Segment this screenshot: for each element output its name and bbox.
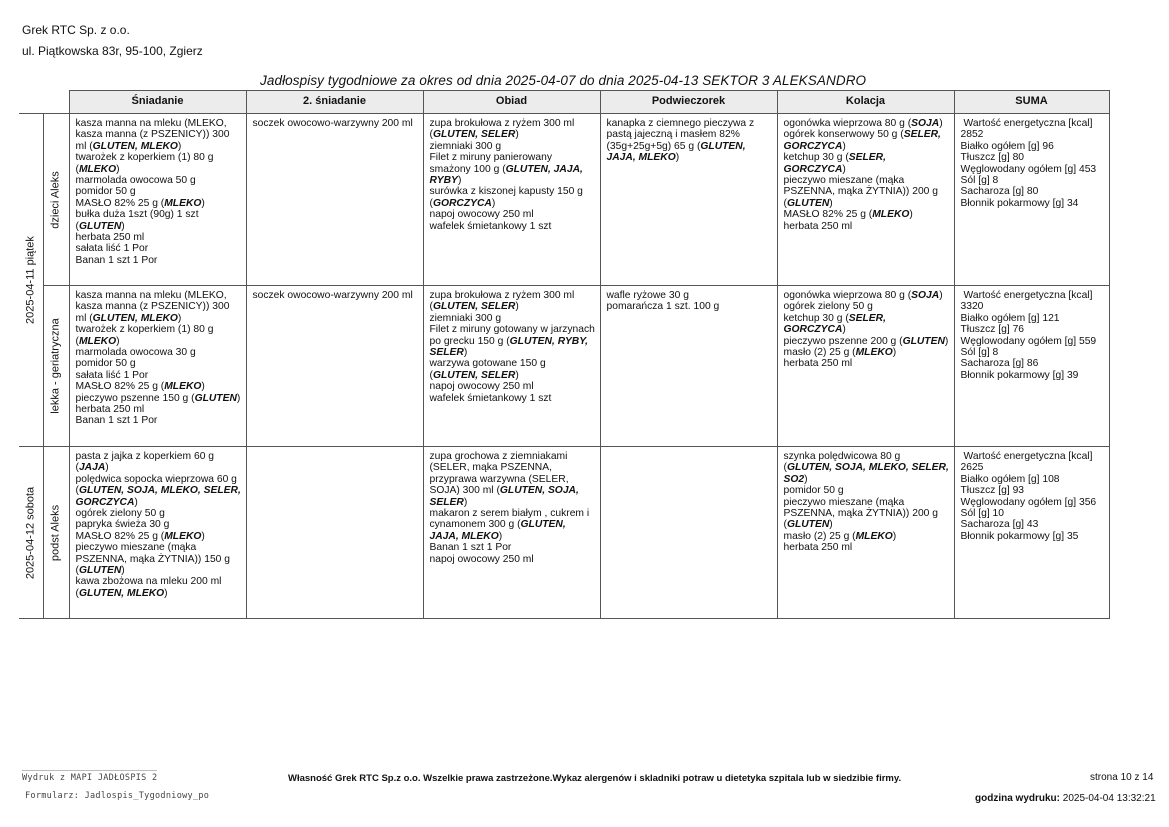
allergen-list: SOJA — [911, 290, 940, 301]
allergen-list: GORCZYCA — [432, 197, 492, 209]
header-row — [19, 91, 1109, 114]
header-blank — [19, 91, 43, 114]
footer-print-time — [975, 793, 1156, 804]
meal-item: zupa grochowa z ziemniakami (SELER, mąka PSZENNA, przyprawa warzywna (SELER, SOJA) 300 ml (GLUTEN, SOJA, SELER) — [429, 451, 579, 508]
menu-row — [19, 114, 1109, 286]
meal-cell-sniadanie — [69, 447, 246, 619]
meal-cell-2-sniadanie — [246, 286, 423, 447]
allergen-list: JAJA — [78, 462, 106, 474]
meal-cell-2-sniadanie — [246, 114, 423, 286]
meal-item: ogórek zielony 50 g — [783, 301, 873, 313]
menu-row — [19, 447, 1109, 619]
footer-copyright: Własność Grek RTC Sp.z o.o. Wszelkie prawa zastrzeżone.Wykaz alergenów i skladniki potraw u dietetyka szpitala lub w siedzibie firmy. — [288, 773, 902, 784]
allergen-list: MLEKO — [855, 347, 893, 359]
meal-item: bułka duża 1szt (90g) 1 szt (GLUTEN) — [75, 209, 199, 232]
allergen-list: MLEKO — [78, 335, 117, 347]
meal-item: sałata liść 1 Por — [75, 243, 149, 255]
meal-item: kasza manna na mleku (MLEKO, kasza manna (z PSZENICY)) 300 ml (GLUTEN, MLEKO) — [75, 118, 230, 152]
meal-item: kawa zbożowa na mleku 200 ml (GLUTEN, MLEKO) — [75, 576, 222, 599]
meal-item: MASŁO 82% 25 g (MLEKO) — [75, 197, 205, 209]
meal-item: pomidor 50 g — [75, 186, 136, 198]
energy-value: 2852 — [960, 129, 984, 141]
meal-cell-kolacja — [777, 286, 954, 447]
meal-cell-obiad — [423, 114, 600, 286]
column-header-2-sniadanie: 2. śniadanie — [246, 91, 423, 114]
header-blank — [43, 91, 69, 114]
company-name: Grek RTC Sp. z o.o. — [22, 23, 130, 37]
meal-item: masło (2) 25 g (MLEKO) — [783, 347, 897, 359]
allergen-list: GLUTEN — [194, 392, 237, 404]
nutrition-value: Węglowodany ogółem [g] 356 — [960, 496, 1097, 508]
allergen-list: GLUTEN, SOJA, MLEKO, SELER, GORCZYCA — [75, 485, 241, 508]
allergen-list: GLUTEN — [78, 220, 122, 232]
nutrition-value: Sól [g] 10 — [960, 508, 1005, 520]
meal-cell-kolacja — [777, 114, 954, 286]
meal-item: MASŁO 82% 25 g (MLEKO) — [783, 209, 913, 221]
allergen-list: GLUTEN, MLEKO — [92, 312, 178, 324]
meal-item: pasta z jajka z koperkiem 60 g (JAJA) — [75, 451, 215, 474]
allergen-list: GLUTEN — [902, 335, 945, 347]
meal-item: MASŁO 82% 25 g (MLEKO) — [75, 530, 205, 542]
day-date-cell — [19, 114, 43, 447]
meal-item: pieczywo pszenne 200 g (GLUTEN) — [783, 335, 949, 347]
meal-item: zupa brokułowa z ryżem 300 ml (GLUTEN, SELER) — [429, 118, 575, 141]
nutrition-value: Błonnik pokarmowy [g] 34 — [960, 197, 1079, 209]
meal-item: ziemniaki 300 g — [429, 140, 502, 152]
nutrition-value: Białko ogółem [g] 108 — [960, 473, 1060, 485]
allergen-list: MLEKO — [164, 530, 202, 542]
meal-item: Banan 1 szt 1 Por — [429, 542, 512, 554]
column-header-obiad: Obiad — [423, 91, 600, 114]
column-header-suma: SUMA — [954, 91, 1109, 114]
nutrition-value: Węglowodany ogółem [g] 453 — [960, 163, 1097, 175]
meal-item: soczek owocowo-warzywny 200 ml — [252, 290, 413, 301]
footer-form-name: Formularz: Jadlospis_Tygodniowy_po — [25, 791, 210, 801]
footer-print-source: Wydruk z MAPI JADŁOSPIS 2 — [22, 773, 158, 783]
allergen-list: MLEKO — [164, 197, 202, 209]
nutrition-value: Sacharoza [g] 80 — [960, 186, 1039, 198]
allergen-list: GLUTEN — [78, 565, 122, 577]
meal-item: papryka świeża 30 g — [75, 519, 170, 531]
allergen-list: GLUTEN, SELER — [432, 129, 516, 141]
meal-item: szynka polędwicowa 80 g (GLUTEN, SOJA, MLEKO, SELER, SO2) — [783, 451, 949, 485]
nutrition-value: Białko ogółem [g] 121 — [960, 312, 1060, 324]
meal-item: ketchup 30 g (SELER, GORCZYCA) — [783, 152, 886, 175]
meal-item: Filet z miruny panierowany smażony 100 g (GLUTEN, JAJA, RYBY) — [429, 152, 583, 187]
meal-item: wafle ryżowe 30 g — [606, 290, 689, 301]
meal-item: masło (2) 25 g (MLEKO) — [783, 530, 897, 542]
meal-item: wafelek śmietankowy 1 szt — [429, 220, 552, 232]
day-date: 2025-04-11 piątek — [24, 236, 37, 324]
suma-cell — [954, 286, 1109, 447]
meal-item: herbata 250 ml — [783, 358, 853, 370]
nutrition-value: Sacharoza [g] 86 — [960, 358, 1039, 370]
meal-cell-podwieczorek — [600, 447, 777, 619]
meal-item: Banan 1 szt 1 Por — [75, 415, 158, 427]
meal-item: pomidor 50 g — [75, 358, 136, 370]
meal-item: pieczywo pszenne 150 g (GLUTEN) — [75, 392, 241, 404]
energy-label: Wartość energetyczna [kcal] — [963, 118, 1093, 129]
meal-item: herbata 250 ml — [783, 220, 853, 232]
meal-item: ziemniaki 300 g — [429, 312, 502, 324]
meal-item: surówka z kiszonej kapusty 150 g (GORCZYCA) — [429, 186, 583, 209]
nutrition-value: Sacharoza [g] 43 — [960, 519, 1039, 531]
meal-item: twarożek z koperkiem (1) 80 g (MLEKO) — [75, 152, 214, 175]
meal-item: herbata 250 ml — [783, 542, 853, 554]
allergen-list: MLEKO — [872, 209, 910, 221]
suma-cell — [954, 447, 1109, 619]
meal-item: warzywa gotowane 150 g (GLUTEN, SELER) — [429, 358, 546, 381]
meal-item: kanapka z ciemnego pieczywa z pastą jajeczną i masłem 82%(35g+25g+5g) 65 g (GLUTEN, JAJA, MLEKO) — [606, 118, 755, 164]
diet-name: dzieci Aleks — [49, 170, 62, 229]
meal-item: pieczywo mieszane (mąka PSZENNA, mąka ŻYTNIA)) 150 g (GLUTEN) — [75, 542, 230, 577]
allergen-list: GLUTEN, MLEKO — [78, 587, 165, 599]
meal-item: wafelek śmietankowy 1 szt — [429, 392, 552, 404]
nutrition-value: Tłuszcz [g] 76 — [960, 324, 1025, 336]
meal-cell-sniadanie — [69, 286, 246, 447]
allergen-list: SELER, GORCZYCA — [783, 129, 941, 152]
nutrition-value: Błonnik pokarmowy [g] 39 — [960, 369, 1079, 381]
meal-item: ogonówka wieprzowa 80 g (SOJA) — [783, 290, 943, 301]
print-time-value: 2025-04-04 13:32:21 — [1062, 793, 1156, 804]
meal-item: makaron z serem białym , cukrem i cynamonem 300 g (GLUTEN, JAJA, MLEKO) — [429, 508, 590, 542]
meal-item: ogórek konserwowy 50 g (SELER, GORCZYCA) — [783, 129, 941, 152]
meal-cell-podwieczorek — [600, 286, 777, 447]
energy-label: Wartość energetyczna [kcal] — [963, 451, 1093, 462]
weekly-menu-table — [19, 90, 1110, 619]
column-header-podwieczorek: Podwieczorek — [600, 91, 777, 114]
diet-cell — [43, 286, 69, 447]
energy-label: Wartość energetyczna [kcal] — [963, 290, 1093, 301]
allergen-list: GLUTEN, SOJA, MLEKO, SELER, SO2 — [783, 462, 949, 485]
energy-value: 2625 — [960, 462, 984, 474]
meal-item: Banan 1 szt 1 Por — [75, 254, 158, 266]
nutrition-value: Błonnik pokarmowy [g] 35 — [960, 530, 1079, 542]
meal-item: kasza manna na mleku (MLEKO, kasza manna (z PSZENICY)) 300 ml (GLUTEN, MLEKO) — [75, 290, 230, 324]
document-title: Jadłospisy tygodniowe za okres od dnia 2025-04-07 do dnia 2025-04-13 SEKTOR 3 ALEKSANDRO — [260, 73, 867, 88]
suma-cell — [954, 114, 1109, 286]
meal-item: sałata liść 1 Por — [75, 369, 149, 381]
meal-cell-podwieczorek — [600, 114, 777, 286]
allergen-list: GLUTEN, JAJA, RYBY — [429, 163, 583, 187]
meal-item: herbata 250 ml — [75, 404, 145, 416]
nutrition-value: Sól [g] 8 — [960, 347, 999, 359]
print-time-label: godzina wydruku: — [975, 793, 1060, 804]
column-header-kolacja: Kolacja — [777, 91, 954, 114]
meal-cell-2-sniadanie — [246, 447, 423, 619]
meal-item: herbata 250 ml — [75, 232, 145, 244]
meal-item: twarożek z koperkiem (1) 80 g (MLEKO) — [75, 324, 214, 347]
meal-item: zupa brokułowa z ryżem 300 ml (GLUTEN, SELER) — [429, 290, 575, 313]
meal-item: MASŁO 82% 25 g (MLEKO) — [75, 381, 205, 393]
allergen-list: GLUTEN, SELER — [432, 369, 516, 381]
nutrition-value: Białko ogółem [g] 96 — [960, 140, 1054, 152]
allergen-list: SELER, GORCZYCA — [783, 312, 886, 336]
nutrition-value: Tłuszcz [g] 93 — [960, 485, 1025, 497]
meal-item: ogórek zielony 50 g — [75, 508, 165, 520]
footer-page-number: strona 10 z 14 — [1090, 772, 1154, 783]
day-date-cell — [19, 447, 43, 619]
allergen-list: GLUTEN — [786, 197, 830, 209]
meal-item: marmolada owocowa 50 g — [75, 175, 196, 187]
meal-item: soczek owocowo-warzywny 200 ml — [252, 118, 413, 129]
diet-cell — [43, 114, 69, 286]
allergen-list: MLEKO — [164, 381, 202, 393]
diet-name: lekka - geriatryczna — [49, 318, 62, 414]
company-address: ul. Piątkowska 83r, 95-100, Zgierz — [22, 44, 203, 58]
energy-value: 3320 — [960, 301, 984, 313]
allergen-list: GLUTEN, JAJA, MLEKO — [429, 519, 566, 542]
menu-row — [19, 286, 1109, 447]
meal-item: pieczywo mieszane (mąka PSZENNA, mąka ŻYTNIA)) 200 g (GLUTEN) — [783, 175, 938, 209]
meal-item: pieczywo mieszane (mąka PSZENNA, mąka ŻYTNIA)) 200 g (GLUTEN) — [783, 496, 938, 531]
meal-cell-obiad — [423, 286, 600, 447]
allergen-list: MLEKO — [855, 530, 893, 542]
meal-item: napoj owocowy 250 ml — [429, 381, 534, 393]
allergen-list: SOJA — [911, 118, 940, 129]
allergen-list: GLUTEN, SOJA, SELER — [429, 485, 579, 508]
allergen-list: GLUTEN, MLEKO — [92, 140, 178, 152]
day-date: 2025-04-12 sobota — [24, 486, 37, 579]
allergen-list: GLUTEN — [786, 519, 830, 531]
meal-item: polędwica sopocka wieprzowa 60 g (GLUTEN, SOJA, MLEKO, SELER, GORCZYCA) — [75, 473, 241, 508]
allergen-list: GLUTEN, SELER — [432, 301, 516, 313]
allergen-list: SELER, GORCZYCA — [783, 152, 886, 175]
column-header-sniadanie: Śniadanie — [69, 91, 246, 114]
meal-item: pomarańcza 1 szt. 100 g — [606, 301, 720, 313]
meal-item: Filet z miruny gotowany w jarzynach po grecku 150 g (GLUTEN, RYBY, SELER) — [429, 324, 595, 359]
nutrition-value: Węglowodany ogółem [g] 559 — [960, 335, 1097, 347]
diet-cell — [43, 447, 69, 619]
meal-item: pomidor 50 g — [783, 485, 844, 497]
meal-item: marmolada owocowa 30 g — [75, 347, 196, 359]
allergen-list: GLUTEN, RYBY, SELER — [429, 335, 589, 359]
nutrition-value: Sól [g] 8 — [960, 175, 999, 187]
meal-cell-kolacja — [777, 447, 954, 619]
meal-item: napoj owocowy 250 ml — [429, 209, 534, 221]
allergen-list: GLUTEN, JAJA, MLEKO — [606, 140, 746, 164]
meal-cell-obiad — [423, 447, 600, 619]
footer-divider — [22, 770, 157, 771]
meal-cell-sniadanie — [69, 114, 246, 286]
meal-item: ogonówka wieprzowa 80 g (SOJA) — [783, 118, 943, 129]
diet-name: podst Aleks — [49, 504, 62, 561]
allergen-list: MLEKO — [78, 163, 117, 175]
meal-item: ketchup 30 g (SELER, GORCZYCA) — [783, 312, 886, 336]
nutrition-value: Tłuszcz [g] 80 — [960, 152, 1025, 164]
meal-item: napoj owocowy 250 ml — [429, 553, 534, 565]
